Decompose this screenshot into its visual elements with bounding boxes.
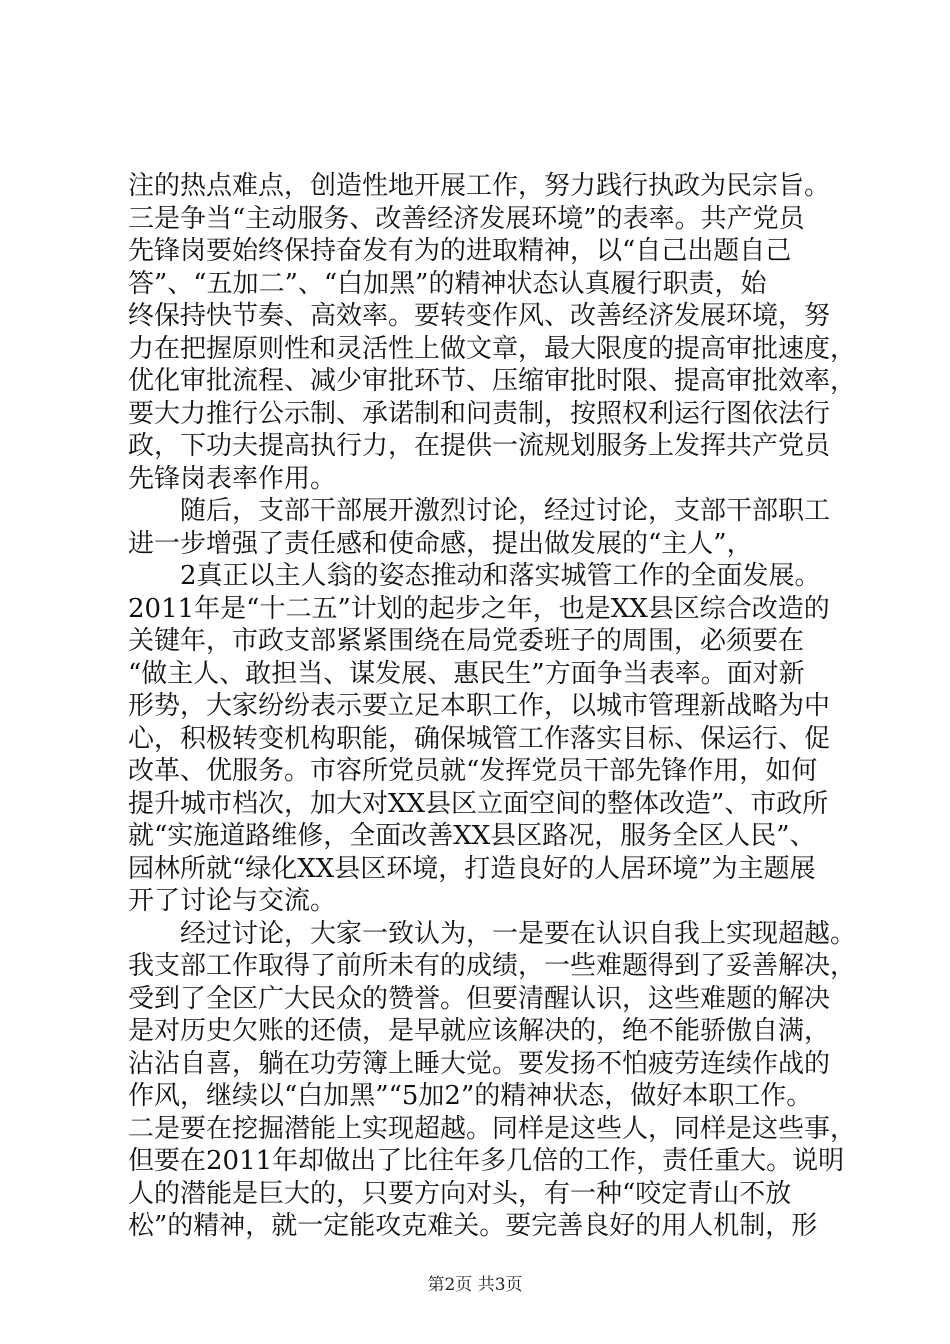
- text-line: 政，下功夫提高执行力，在提供一流规划服务上发挥共产党员: [128, 431, 831, 461]
- text-line: 受到了全区广大民众的赞誉。但要清醒认识，这些难题的解决: [128, 983, 831, 1014]
- text-line: 形势，大家纷纷表示要立足本职工作，以城市管理新战略为中: [128, 691, 831, 721]
- text-line: 改革、优服务。市容所党员就“发挥党员干部先锋作用，如何: [128, 756, 818, 786]
- text-line: 心，积极转变机构职能，确保城管工作落实目标、保运行、促: [128, 723, 831, 754]
- text-line: 三是争当“主动服务、改善经济发展环境”的表率。共产党员: [128, 203, 805, 234]
- text-line: 2011年是“十二五”计划的起步之年，也是XX县区综合改造的: [128, 593, 830, 624]
- text-line: 经过讨论，大家一致认为，一是要在认识自我上实现超越。: [128, 918, 857, 949]
- text-line: 就“实施道路维修，全面改善XX县区路况，服务全区人民”、: [128, 821, 816, 851]
- text-line: 随后，支部干部展开激烈讨论，经过讨论，支部干部职工: [128, 496, 831, 526]
- text-line: 二是要在挖掘潜能上实现超越。同样是这些人，同样是这些事，: [128, 1113, 857, 1144]
- text-line: 开了讨论与交流。: [128, 886, 337, 916]
- text-line: 园林所就“绿化XX县区环境，打造良好的人居环境”为主题展: [128, 853, 816, 884]
- text-line: 终保持快节奏、高效率。要转变作风、改善经济发展环境，努: [128, 301, 831, 331]
- text-line: 我支部工作取得了前所未有的成绩，一些难题得到了妥善解决，: [128, 951, 857, 981]
- page-number-footer: 第2页 共3页: [427, 1275, 523, 1295]
- text-line: 要大力推行公示制、承诺制和问责制，按照权利运行图依法行: [128, 398, 831, 429]
- text-line: 2真正以主人翁的姿态推动和落实城管工作的全面发展。: [128, 561, 821, 591]
- text-line: 注的热点难点，创造性地开展工作，努力践行执政为民宗旨。: [128, 171, 831, 201]
- text-line: 沾沾自喜，躺在功劳簿上睡大觉。要发扬不怕疲劳连续作战的: [128, 1048, 831, 1079]
- text-line: 人的潜能是巨大的，只要方向对头，有一种“咬定青山不放: [128, 1178, 792, 1209]
- text-line: 力在把握原则性和灵活性上做文章，最大限度的提高审批速度，: [128, 333, 857, 364]
- text-line: 先锋岗表率作用。: [128, 463, 337, 494]
- text-line: 提升城市档次，加大对XX县区立面空间的整体改造”、市政所: [128, 788, 829, 819]
- text-line: 先锋岗要始终保持奋发有为的进取精神，以“自己出题自己: [128, 236, 792, 266]
- text-line: 优化审批流程、减少审批环节、压缩审批时限、提高审批效率，: [128, 366, 857, 396]
- text-line: 答”、“五加二”、“白加黑”的精神状态认真履行职责，始: [128, 268, 767, 299]
- text-line: 作风，继续以“白加黑”“5加2”的精神状态，做好本职工作。: [128, 1081, 813, 1111]
- text-line: 进一步增强了责任感和使命感，提出做发展的“主人”，: [128, 528, 753, 559]
- text-line: 关键年，市政支部紧紧围绕在局党委班子的周围，必须要在: [128, 626, 805, 656]
- text-line: 是对历史欠账的还债，是早就应该解决的，绝不能骄傲自满，: [128, 1016, 831, 1046]
- text-line: “做主人、敢担当、谋发展、惠民生”方面争当表率。面对新: [128, 658, 805, 689]
- document-body: [128, 170, 857, 1243]
- text-line: 松”的精神，就一定能攻克难关。要完善良好的用人机制，形: [128, 1211, 818, 1241]
- text-line: 但要在2011年却做出了比往年多几倍的工作，责任重大。说明: [128, 1146, 845, 1176]
